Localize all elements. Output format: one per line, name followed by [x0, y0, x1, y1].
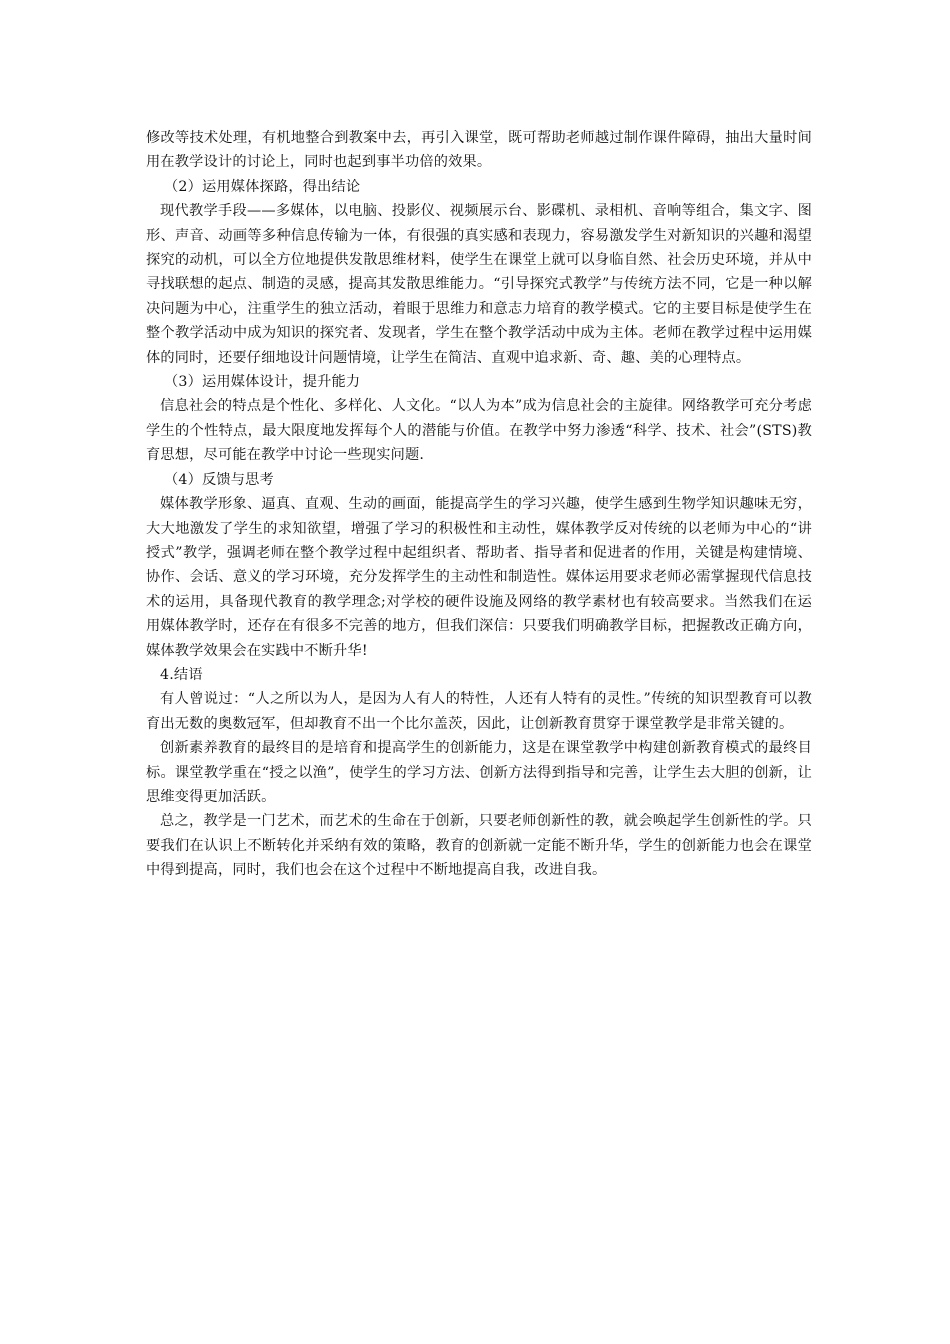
paragraph-modern-teaching-means: 现代教学手段——多媒体，以电脑、投影仪、视频展示台、影碟机、录相机、音响等组合，集文字、图形、声音、动画等多种信息传输为一体，有很强的真实感和表现力，容易激发学生对新知识的兴趣和渴望探究的动机，可以全方位地提供发散思维材料，使学生在课堂上就可以身临自然、社会历史环境，并从中寻找联想的起点、制造的灵感，提高其发散思维能力。“引导探究式教学”与传统方法不同，它是一种以解决问题为中心，注重学生的独立活动，着眼于思维力和意志力培育的教学模式。它的主要目标是使学生在整个教学活动中成为知识的探究者、发现者，学生在整个教学活动中成为主体。老师在教学过程中运用媒体的同时，还要仔细地设计问题情境，让学生在简洁、直观中追求新、奇、趣、美的心理特点。 — [146, 203, 812, 366]
document-body — [146, 126, 812, 883]
paragraph-summary: 总之，教学是一门艺术，而艺术的生命在于创新，只要老师创新性的教，就会唤起学生创新性的学。只要我们在认识上不断转化并采纳有效的策略，教育的创新就一定能不断升华，学生的创新能力也会在课堂中得到提高，同时，我们也会在这个过程中不断地提高自我，改进自我。 — [146, 813, 812, 879]
heading-conclusion: 4.结语 — [160, 666, 203, 683]
paragraph-media-teaching: 媒体教学形象、逼真、直观、生动的画面，能提高学生的学习兴趣，使学生感到生物学知识趣味无穷，大大地激发了学生的求知欲望，增强了学习的积极性和主动性，媒体教学反对传统的以老师为中心的“讲授式”教学，强调老师在整个教学过程中起组织者、帮助者、指导者和促进者的作用，关键是构建情境、协作、会话、意义的学习环境，充分发挥学生的主动性和制造性。媒体运用要求老师必需掌握现代信息技术的运用，具备现代教育的教学理念;对学校的硬件设施及网络的教学素材也有较高要求。当然我们在运用媒体教学时，还存在有很多不完善的地方，但我们深信：只要我们明确教学目标，把握教改正确方向，媒体教学效果会在实践中不断升华! — [146, 496, 812, 659]
paragraph-continuation: 修改等技术处理，有机地整合到教案中去，再引入课堂，既可帮助老师越过制作课件障碍，抽出大量时间用在教学设计的讨论上，同时也起到事半功倍的效果。 — [146, 130, 812, 171]
subheading-media-exploration: （2）运用媒体探路，得出结论 — [164, 178, 361, 195]
paragraph-information-society: 信息社会的特点是个性化、多样化、人文化。“以人为本”成为信息社会的主旋律。网络教学可充分考虑学生的个性特点，最大限度地发挥每个人的潜能与价值。在教学中努力渗透“科学、技术、社会”(STS)教育思想，尽可能在教学中讨论一些现实问题. — [146, 398, 812, 464]
paragraph-innovation-education: 创新素养教育的最终目的是培育和提高学生的创新能力，这是在课堂教学中构建创新教育模式的最终目标。课堂教学重在“授之以渔”，使学生的学习方法、创新方法得到指导和完善，让学生去大胆的创新，让思维变得更加活跃。 — [146, 740, 812, 805]
subheading-feedback: （4）反馈与思考 — [164, 471, 274, 488]
subheading-media-design: （3）运用媒体设计，提升能力 — [164, 374, 361, 391]
paragraph-quote: 有人曾说过：“人之所以为人，是因为人有人的特性，人还有人特有的灵性。”传统的知识型教育可以教育出无数的奥数冠军，但却教育不出一个比尔盖茨，因此，让创新教育贯穿于课堂教学是非常关键的。 — [146, 691, 812, 732]
